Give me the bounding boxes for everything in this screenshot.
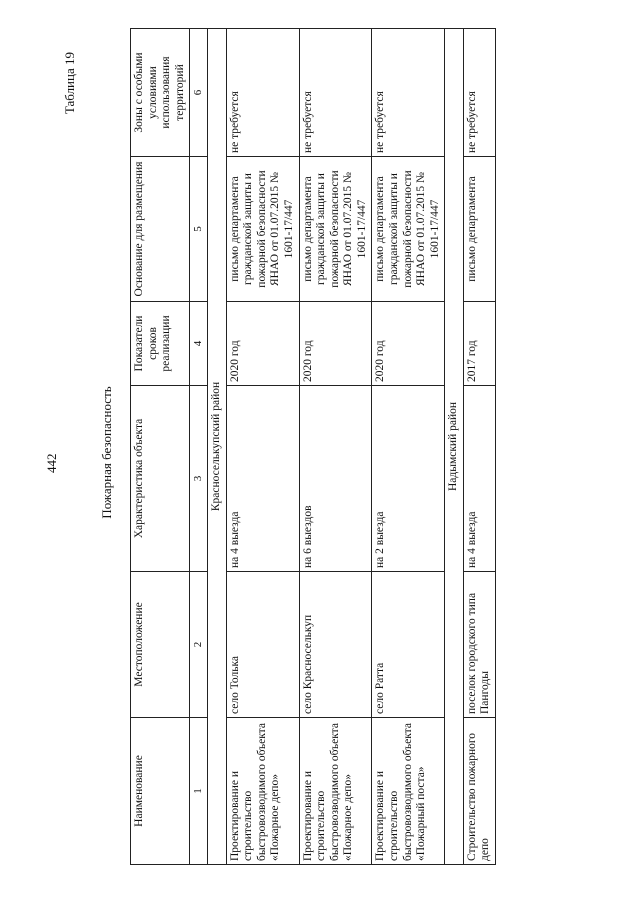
region-name: Надымский район [445, 29, 464, 865]
fire-safety-table [130, 28, 496, 865]
cell-name: Проектирование и строительство быстровозводимого объекта «Пожарное депо» [226, 718, 299, 865]
column-number: 3 [190, 386, 208, 572]
cell-term: 2020 год [372, 302, 445, 386]
cell-characteristic: на 4 выезда [226, 386, 299, 572]
cell-characteristic: на 6 выездов [299, 386, 372, 572]
header-location: Местоположение [131, 572, 190, 718]
column-number: 1 [190, 718, 208, 865]
cell-zones: не требуется [226, 29, 299, 157]
cell-name: Проектирование и строительство быстровозводимого объекта «Пожарное депо» [299, 718, 372, 865]
table-caption: Таблица 19 [62, 52, 77, 115]
column-number-row [190, 29, 208, 865]
region-row [445, 29, 464, 865]
header-basis: Основание для размещения [131, 157, 190, 302]
cell-zones: не требуется [463, 29, 495, 157]
cell-characteristic: на 2 выезда [372, 386, 445, 572]
column-number: 6 [190, 29, 208, 157]
header-term: Показатели сроков реализации [131, 302, 190, 386]
cell-characteristic: на 4 выезда [463, 386, 495, 572]
region-row [208, 29, 227, 865]
cell-term: 2020 год [226, 302, 299, 386]
table-row [299, 29, 372, 865]
table-row [226, 29, 299, 865]
cell-location: село Красноселькуп [299, 572, 372, 718]
table-row [463, 29, 495, 865]
cell-location: поселок городского типа Пангоды [463, 572, 495, 718]
column-number: 5 [190, 157, 208, 302]
cell-name: Проектирование и строительство быстровозводимого объекта «Пожарный поста» [372, 718, 445, 865]
cell-basis: письмо департамента гражданской защиты и пожарной безопасности ЯНАО от 01.07.2015 № 1601-17/447 [299, 157, 372, 302]
cell-term: 2017 год [463, 302, 495, 386]
cell-name: Строительство пожарного депо [463, 718, 495, 865]
header-zones: Зоны с особыми условиями использования территорий [131, 29, 190, 157]
doc-title: Пожарная безопасность [99, 386, 114, 519]
cell-basis: письмо департамента гражданской защиты и пожарной безопасности ЯНАО от 01.07.2015 № 1601-17/447 [372, 157, 445, 302]
table-row [372, 29, 445, 865]
column-number: 2 [190, 572, 208, 718]
cell-zones: не требуется [372, 29, 445, 157]
cell-basis: письмо департамента [463, 157, 495, 302]
cell-term: 2020 год [299, 302, 372, 386]
page-number: 442 [44, 453, 59, 473]
cell-zones: не требуется [299, 29, 372, 157]
cell-location: село Ратта [372, 572, 445, 718]
column-number: 4 [190, 302, 208, 386]
header-row [131, 29, 190, 865]
header-name: Наименование [131, 718, 190, 865]
cell-basis: письмо департамента гражданской защиты и пожарной безопасности ЯНАО от 01.07.2015 № 1601-17/447 [226, 157, 299, 302]
cell-location: село Толька [226, 572, 299, 718]
header-characteristic: Характеристика объекта [131, 386, 190, 572]
region-name: Красноселькупский район [208, 29, 227, 865]
